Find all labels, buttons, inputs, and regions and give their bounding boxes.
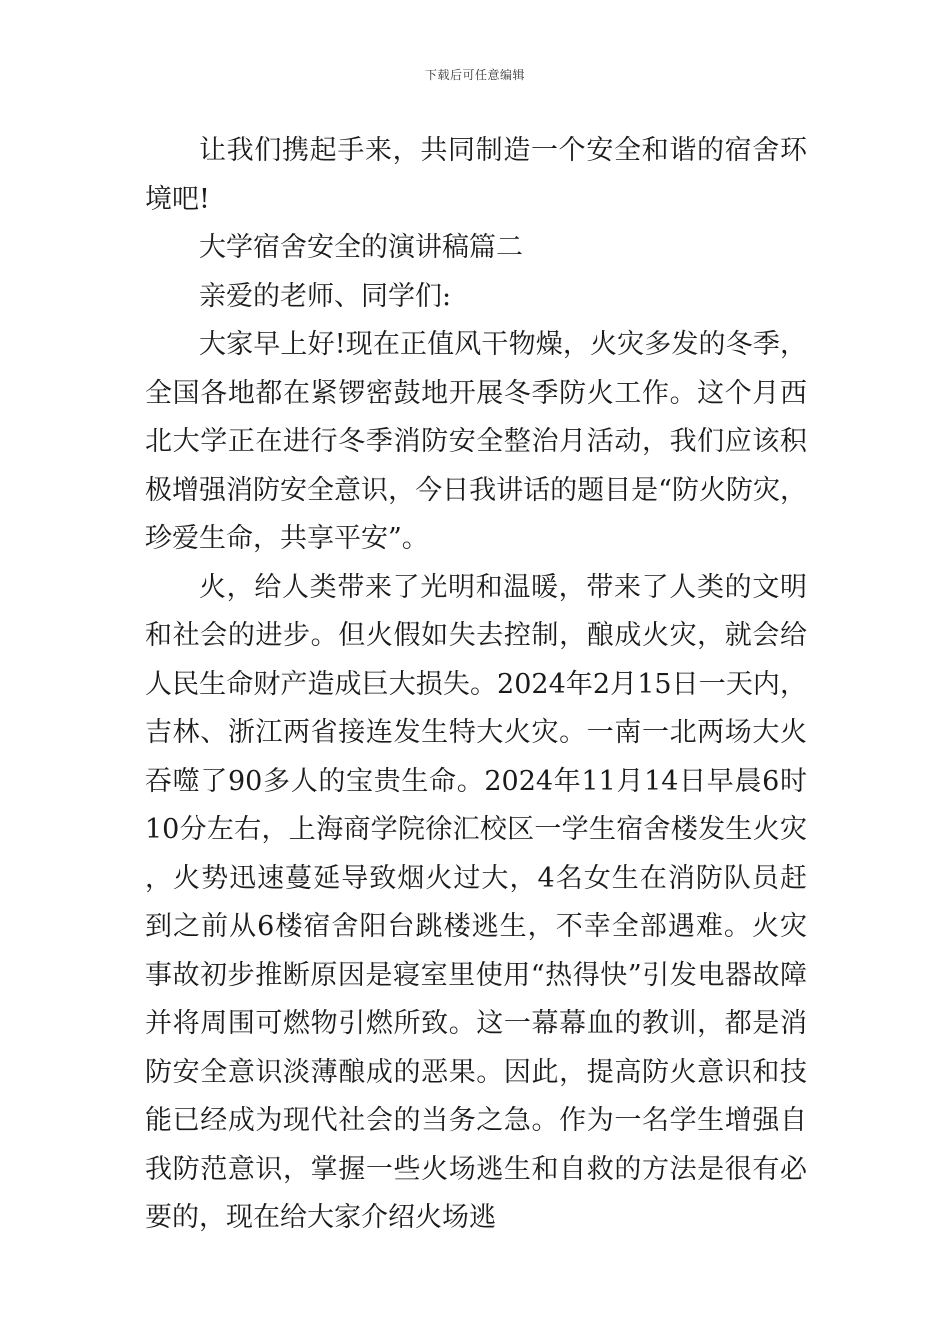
document-body — [145, 127, 807, 1243]
paragraph-fire: 火，给人类带来了光明和温暖，带来了人类的文明和社会的进步。但火假如失去控制，酿成火灾，就会给人民生命财产造成巨大损失。2024年2月15日一天内，吉林、浙江两省接连发生特大火灾。一南一北两场大火吞噬了90多人的宝贵生命。2024年11月14日早晨6时10分左右，上海商学院徐汇校区一学生宿舍楼发生火灾，火势迅速蔓延导致烟火过大，4名女生在消防队员赶到之前从6楼宿舍阳台跳楼逃生，不幸全部遇难。火灾事故初步推断原因是寝室里使用“热得快”引发电器故障并将周围可燃物引燃所致。这一幕幕血的教训，都是消防安全意识淡薄酿成的恶果。因此，提高防火意识和技能已经成为现代社会的当务之急。作为一名学生增强自我防范意识，掌握一些火场逃生和自救的方法是很有必要的，现在给大家介绍火场逃 — [145, 571, 807, 1233]
paragraph-closing: 让我们携起手来，共同制造一个安全和谐的宿舍环境吧! — [145, 135, 807, 215]
page-header: 下载后可任意编辑 — [424, 68, 525, 82]
paragraph-intro: 大家早上好!现在正值风干物燥，火灾多发的冬季，全国各地都在紧锣密鼓地开展冬季防火工作。这个月西北大学正在进行冬季消防安全整治月活动，我们应该积极增强消防安全意识，今日我讲话的题目是“防火防灾，珍爱生命，共享平安”。 — [145, 329, 807, 554]
section-title: 大学宿舍安全的演讲稿篇二 — [199, 232, 523, 263]
salutation: 亲爱的老师、同学们: — [199, 280, 452, 312]
